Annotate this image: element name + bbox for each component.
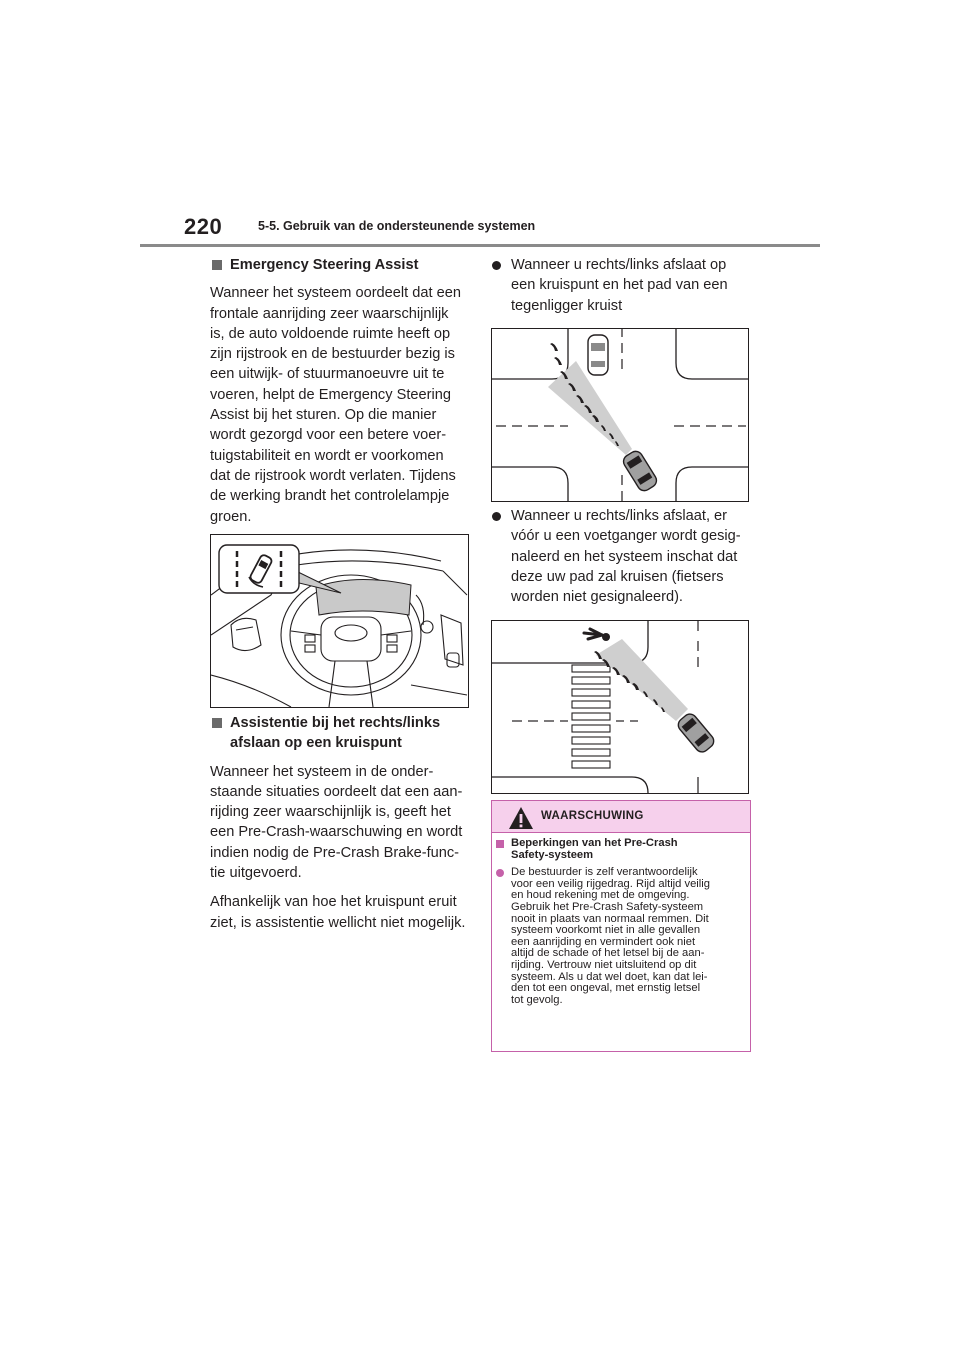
bullet-dot-icon	[492, 261, 501, 270]
page-number: 220	[184, 214, 223, 239]
steering-wheel-illustration	[211, 535, 468, 707]
pedestrian-bullet: Wanneer u rechts/links afslaat, er vóór u een voetganger wordt gesig- naleerd en het systeem inschat dat deze uw pad zal kruisen (fietsers worden niet gesignaleerd).	[492, 506, 754, 607]
square-bullet-icon	[496, 840, 504, 848]
bullet-dot-icon	[496, 869, 504, 877]
oncoming-vehicle-illustration	[491, 328, 749, 502]
section-title: 5-5. Gebruik van de ondersteunende systemen	[258, 219, 536, 233]
warning-triangle-icon	[508, 806, 534, 830]
turn-assist-paragraph: Wanneer het systeem in de onder- staande situaties oordeelt dat een aan- rijding zeer waarschijnlijk is, geeft het een Pre-Crash-waarschuwing en wordt indien nodig de Pre-Crash Brake-func- tie uitgevoerd.	[210, 763, 463, 882]
section-heading: Emergency Steering Assist	[210, 255, 472, 275]
intersection-note-paragraph: Afhankelijk van hoe het kruispunt eruit ziet, is assistentie wellicht niet mogelijk.	[210, 894, 466, 931]
emergency-steering-paragraph: Wanneer het systeem oordeelt dat een frontale aanrijding zeer waarschijnlijk is, de auto voldoende ruimte heeft op zijn rijstrook en de bestuurder bezig is een uitwijk- of stuurmanoeuvre uit te voeren, helpt de Emergency Steering Assist bij het sturen. Op die manier wordt gezorgd voor een betere voer- tuigstabiliteit en wordt er voorkomen dat de rijstrook wordt verlaten. Tijdens de werking brandt het controlelampje groen.	[210, 285, 461, 525]
emergency-steering-section	[210, 255, 472, 527]
warning-subheading: Beperkingen van het Pre-Crash Safety-systeem	[496, 838, 744, 861]
bullet-dot-icon	[492, 512, 501, 521]
intersection-diagram	[492, 329, 748, 501]
header-divider	[140, 244, 820, 247]
square-bullet-icon	[212, 260, 222, 270]
turn-assist-section	[210, 713, 472, 933]
square-bullet-icon	[212, 718, 222, 728]
warning-body	[496, 838, 744, 1006]
warning-title: WAARSCHUWING	[541, 810, 644, 822]
oncoming-vehicle-bullet: Wanneer u rechts/links afslaat op een kruispunt en het pad van een tegenligger kruist	[492, 255, 754, 316]
section-heading: Assistentie bij het rechts/links afslaan op een kruispunt	[210, 713, 472, 754]
dashboard-illustration	[210, 534, 469, 708]
warning-text: De bestuurder is zelf verantwoordelijk voor een veilig rijgedrag. Rijd altijd veilig en houd rekening met de omgeving. Gebruik het Pre-Crash Safety-systeem nooit in plaats van normaal remmen. Dit systeem voorkomt niet in alle gevallen een aanrijding en vermindert ook niet altijd de schade of het letsel bij de aan- rijding. Vertrouw niet uitsluitend op dit systeem. Als u dat wel doet, kan dat lei- den tot een ongeval, met ernstig letsel tot gevolg.	[496, 867, 744, 1006]
crosswalk-diagram	[492, 621, 748, 793]
pedestrian-illustration	[491, 620, 749, 794]
